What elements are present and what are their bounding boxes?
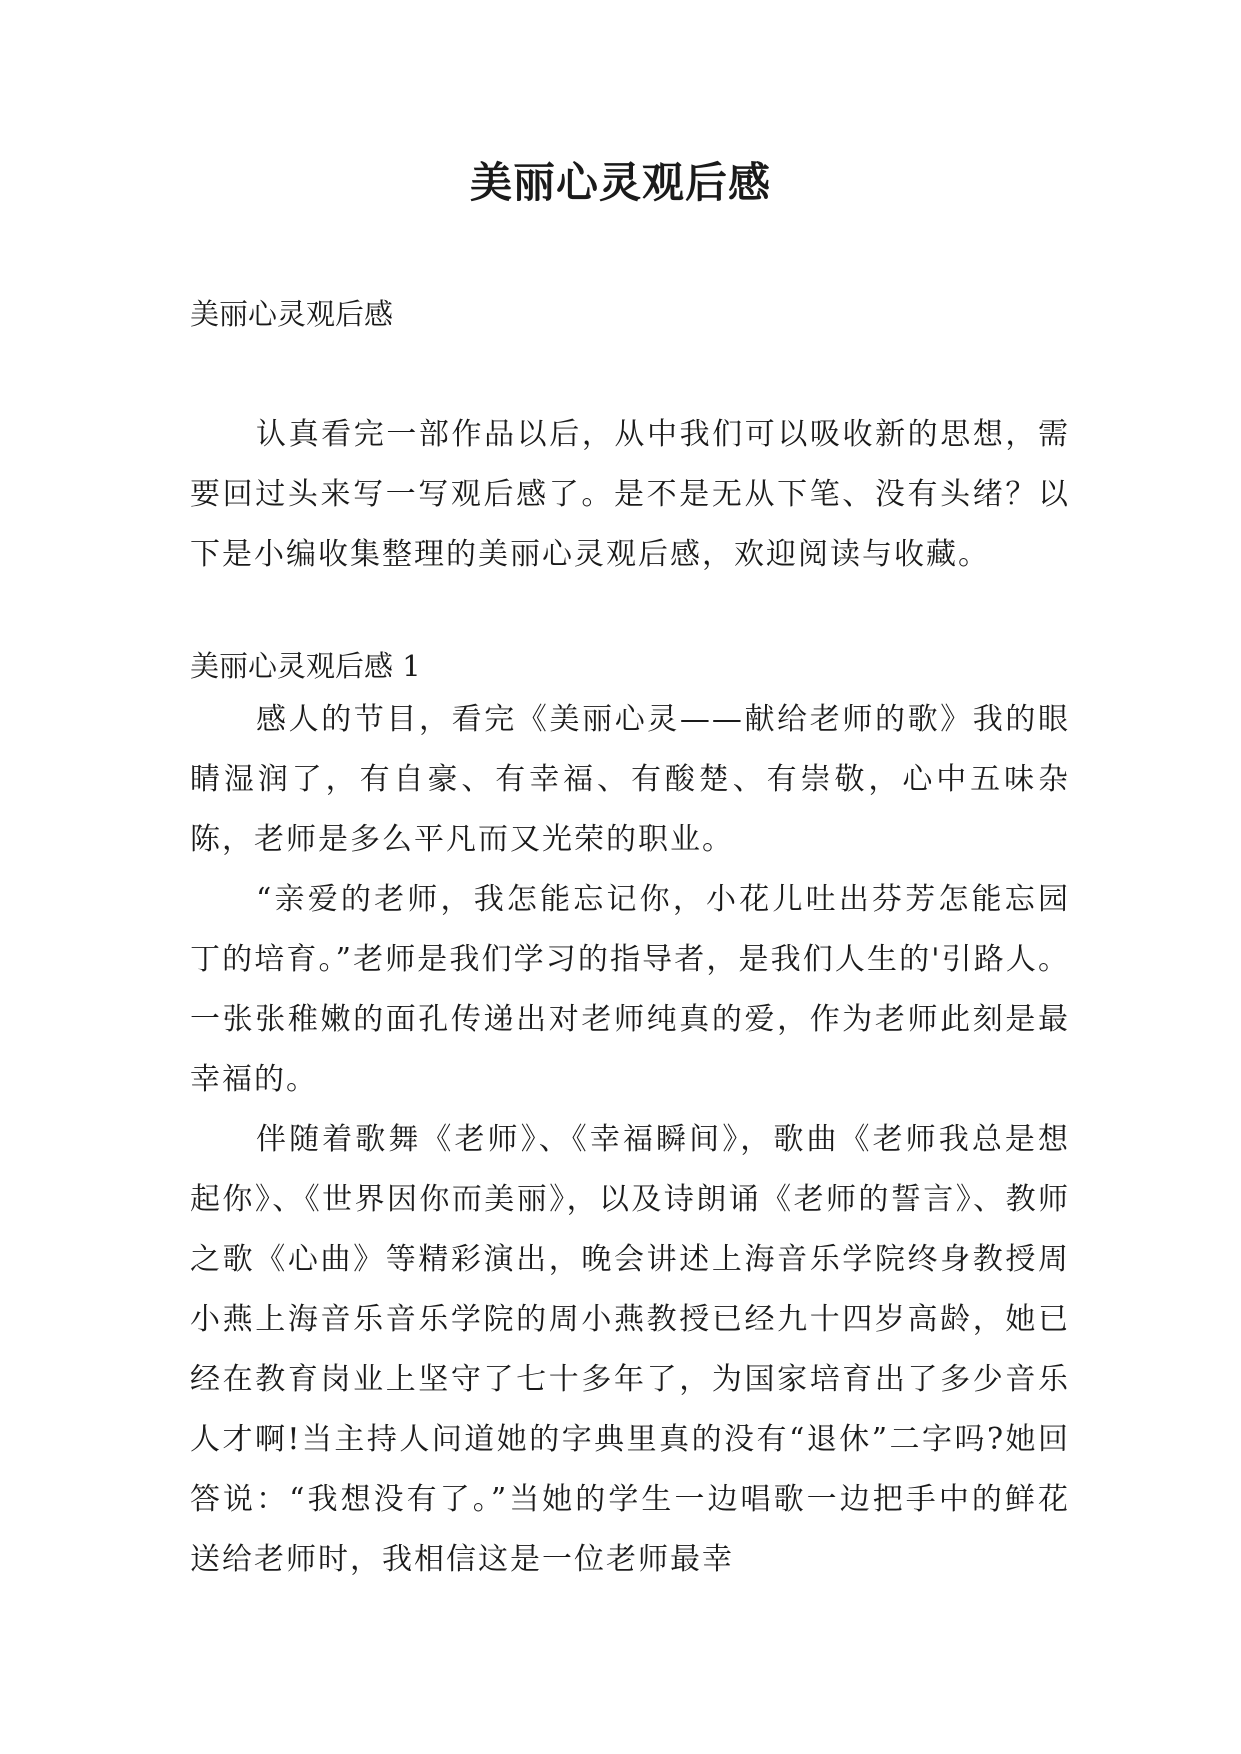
intro-block (190, 405, 1070, 585)
paragraph-3: 伴随着歌舞《老师》、《幸福瞬间》，歌曲《老师我总是想起你》、《世界因你而美丽》，以及诗朗诵《老师的誓言》、教师之歌《心曲》等精彩演出，晚会讲述上海音乐学院终身教授周小燕上海音乐音乐学院的周小燕教授已经九十四岁高龄，她已经在教育岗业上坚守了七十多年了，为国家培育出了多少音乐人才啊!当主持人问道她的字典里真的没有“退休”二字吗?她回答说：“我想没有了。”当她的学生一边唱歌一边把手中的鲜花送给老师时，我相信这是一位老师最幸 (190, 1122, 1070, 1577)
document-title: 美丽心灵观后感 (469, 158, 771, 207)
paragraph-2: “亲爱的老师，我怎能忘记你，小花儿吐出芬芳怎能忘园丁的培育。”老师是我们学习的指导者，是我们人生的'引路人。一张张稚嫩的面孔传递出对老师纯真的爱，作为老师此刻是最幸福的。 (190, 882, 1070, 1097)
paragraph-1: 感人的节目，看完《美丽心灵——献给老师的歌》我的眼睛湿润了，有自豪、有幸福、有酸楚、有崇敬，心中五味杂陈，老师是多么平凡而又光荣的职业。 (190, 702, 1070, 857)
intro-paragraph: 认真看完一部作品以后，从中我们可以吸收新的思想，需要回过头来写一写观后感了。是不是无从下笔、没有头绪？以下是小编收集整理的美丽心灵观后感，欢迎阅读与收藏。 (190, 417, 1070, 572)
body-text (190, 690, 1070, 1590)
section-heading: 美丽心灵观后感 1 (190, 649, 421, 683)
document-subtitle: 美丽心灵观后感 (190, 297, 394, 331)
